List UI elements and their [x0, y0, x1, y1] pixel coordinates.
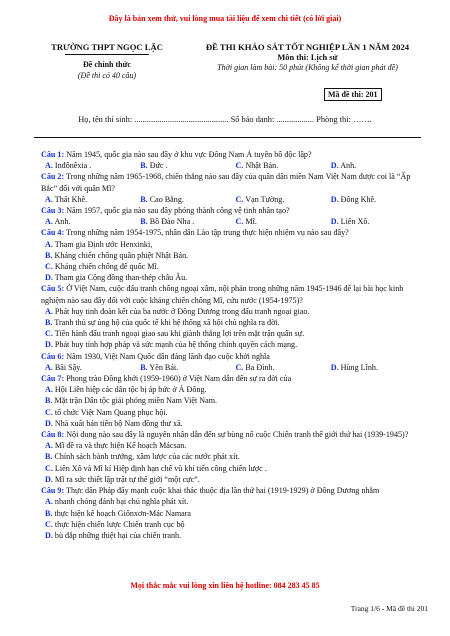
option-letter: A.: [45, 306, 53, 316]
option-letter: D.: [45, 418, 53, 428]
option-text: Bãi Sậy.: [54, 362, 82, 372]
option-letter: B.: [45, 508, 53, 518]
exam-code-box: Mã đề thi: 201: [324, 88, 382, 101]
option-letter: B.: [140, 362, 148, 372]
question-number: Câu 6:: [41, 351, 65, 361]
answer-option: [331, 194, 426, 205]
option-text: Anh.: [340, 161, 357, 171]
option-text: Nhật Bản.: [245, 161, 279, 171]
question-text: Năm 1930, Việt Nam Quốc dân đảng lãnh đạo cuộc khởi nghĩa: [66, 351, 270, 361]
option-text: Ba Đình.: [245, 362, 275, 372]
answer-option: [41, 418, 426, 429]
option-text: Hội Liên hiệp các dân tộc bị áp bức ở Á Đông.: [54, 385, 207, 395]
option-group: [41, 496, 426, 541]
question: [41, 485, 426, 541]
question-stem: [41, 205, 426, 216]
answer-option: [41, 239, 426, 250]
option-text: Inđônêxia .: [54, 161, 92, 171]
option-letter: B.: [45, 250, 53, 260]
option-group: [41, 384, 426, 429]
answer-option: [140, 194, 235, 205]
option-text: tổ chức Việt Nam Quang phục hội.: [54, 407, 168, 417]
question-number: Câu 8:: [41, 430, 65, 440]
option-text: nhanh chóng đánh bại chủ nghĩa phát xít.: [54, 497, 189, 507]
answer-option: [140, 160, 235, 171]
answer-option: [41, 272, 426, 283]
option-text: Kháng chiến chống đế quốc Mĩ.: [54, 262, 159, 272]
option-text: Tham gia Cộng đồng than-thép châu Âu.: [54, 273, 188, 283]
answer-option: [41, 395, 426, 406]
option-group: [41, 440, 426, 485]
question: [41, 351, 426, 373]
option-text: Phát huy tinh đoàn kết của ba nước ở Đông Dương trong đấu tranh ngoại giao.: [54, 306, 310, 316]
question-stem: [41, 171, 426, 193]
answer-option: [140, 362, 235, 373]
preview-banner: Đây là bản xem thử, vui lòng mua tài liệu để xem chi tiết (có lời giải): [108, 14, 342, 23]
option-text: Mĩ.: [245, 217, 257, 227]
option-text: Phát huy tính hợp pháp và sức mạnh của hệ thống chính quyền cách mạng.: [54, 340, 298, 350]
option-text: Cao Bằng.: [149, 194, 184, 204]
school-header: [32, 42, 182, 80]
option-text: Liên Xô và Mĩ kí Hiệp định hạn chế vũ khí tiến công chiến lược .: [54, 463, 267, 473]
option-letter: C.: [235, 194, 244, 204]
option-text: thực hiện chiến lược Chiến tranh cục bộ: [54, 519, 185, 529]
question-stem: [41, 149, 426, 160]
question-text: Năm 1945, quốc gia nào sau đây ở khu vực Đông Nam Á tuyên bố độc lập?: [66, 150, 312, 159]
question-text: Trong những năm 1965-1968, chiến thắng nào sau đây của quân dân miền Nam Việt Nam được coi là “Ấp Bắc” đối với quân Mĩ?: [41, 172, 411, 193]
option-letter: B.: [45, 452, 53, 462]
question: [41, 429, 426, 485]
option-group: [41, 160, 426, 171]
answer-option: [331, 216, 426, 227]
option-text: Tiến hành đấu tranh ngoại giao sau khi giành thắng lợi trên mặt trận quân sự.: [54, 329, 305, 339]
answer-option: [41, 216, 140, 227]
question-list: [41, 149, 426, 541]
question: [41, 171, 426, 205]
option-letter: D.: [45, 474, 53, 484]
option-letter: C.: [45, 463, 53, 473]
option-text: Vạn Tường.: [245, 194, 285, 204]
answer-option: [331, 362, 426, 373]
divider: [34, 137, 421, 138]
option-letter: A.: [45, 217, 53, 227]
answer-option: [41, 496, 426, 507]
option-letter: C.: [45, 329, 53, 339]
option-text: Đông Khê.: [340, 194, 377, 204]
question-stem: [41, 485, 426, 496]
question-text: Trong những năm 1954-1975, nhân dân Lào tập trung thực hiện nhiệm vụ nào sau đây?: [66, 228, 349, 238]
question: [41, 283, 426, 350]
question-number: Câu 2:: [41, 172, 65, 182]
school-name: TRƯỜNG THPT NGỌC LẶC: [51, 42, 163, 52]
answer-option: [41, 317, 426, 328]
exam-title: ĐỀ THI KHẢO SÁT TỐT NGHIỆP LẦN 1 NĂM 2024: [205, 42, 410, 52]
answer-option: [41, 530, 426, 541]
option-letter: D.: [330, 217, 339, 227]
answer-option: [41, 384, 426, 395]
answer-option: [236, 362, 331, 373]
divider: [65, 54, 149, 55]
answer-option: [140, 216, 235, 227]
option-text: Mĩ đề ra và thực hiện Kế hoạch Mácsan.: [54, 441, 187, 451]
question-text: Nội dung nào sau đây là nguyên nhân dẫn đến sự bùng nổ cuộc Chiến tranh thế giới thứ hai (1939-1945)?: [66, 430, 409, 440]
answer-option: [236, 194, 331, 205]
option-text: Mặt trận Dân tộc giải phóng miền Nam Việt Nam.: [54, 396, 218, 406]
question: [41, 227, 426, 283]
option-text: Tranh thủ sự ủng hộ của quốc tế khi hệ thống xã hội chủ nghĩa ra đời.: [54, 318, 280, 328]
option-text: Đức .: [149, 161, 168, 171]
option-text: Mĩ ra sức thiết lập trật tự thế giới “một cực”.: [54, 474, 200, 484]
page-number: Trang 1/6 - Mã đề thi 201: [350, 604, 428, 613]
option-text: Kháng chiến chống quân phiệt Nhật Bản.: [54, 250, 189, 260]
option-letter: A.: [45, 362, 53, 372]
question-number: Câu 3:: [41, 206, 65, 216]
exam-time: Thời gian làm bài: 50 phút (Không kể thời gian phát đề): [217, 63, 398, 72]
answer-option: [236, 216, 331, 227]
question-stem: [41, 283, 426, 305]
option-letter: D.: [45, 340, 53, 350]
option-text: Liên Xô.: [340, 217, 370, 227]
option-letter: D.: [330, 194, 339, 204]
option-text: Nhà xuất bản tiến bộ Nam đồng thư xã.: [54, 418, 183, 428]
question-number: Câu 7:: [41, 374, 65, 384]
answer-option: [41, 440, 426, 451]
option-letter: C.: [45, 262, 53, 272]
option-text: bù đắp những thiệt hại của chiến tranh.: [54, 530, 182, 540]
question-number: Câu 4:: [41, 228, 65, 238]
option-letter: A.: [45, 497, 53, 507]
option-letter: A.: [45, 385, 53, 395]
option-text: Yên Bái.: [149, 362, 179, 372]
option-letter: B.: [140, 161, 148, 171]
option-letter: B.: [45, 396, 53, 406]
question-number: Câu 1:: [41, 150, 65, 159]
question: [41, 149, 426, 171]
option-text: Thất Khê.: [54, 194, 88, 204]
question-count: (Đề thi có 40 câu): [77, 71, 137, 80]
option-letter: C.: [45, 407, 53, 417]
option-letter: D.: [330, 362, 339, 372]
option-group: [41, 239, 426, 284]
option-text: Tham gia Định ước Henxinki,: [54, 239, 153, 249]
option-letter: B.: [45, 318, 53, 328]
option-group: [41, 194, 426, 205]
candidate-info-line: Họ, tên thí sinh: ............................................. Số báo danh: .................. Phòng thi: …….: [78, 115, 372, 124]
option-letter: B.: [140, 217, 148, 227]
question-stem: [41, 351, 426, 362]
answer-option: [41, 407, 426, 418]
option-letter: B.: [140, 194, 148, 204]
answer-option: [41, 451, 426, 462]
option-text: Hùng Lĩnh.: [340, 362, 378, 372]
option-group: [41, 362, 426, 373]
answer-option: [41, 339, 426, 350]
answer-option: [41, 306, 426, 317]
option-text: thực hiện kế hoạch Giônxơn-Mác Namara: [54, 508, 192, 518]
option-letter: A.: [45, 239, 53, 249]
option-group: [41, 306, 426, 351]
question-text: Ở Việt Nam, cuộc đấu tranh chống ngoại xâm, nội phản trong những năm 1945-1946 để lại bài học kinh nghiệm nào sau đây đối với cuộc kháng chiến chống Mĩ, cứu nước (1954-1975)?: [41, 284, 404, 305]
option-letter: C.: [235, 217, 244, 227]
option-text: Bồ Đào Nha .: [149, 217, 195, 227]
question: [41, 205, 426, 227]
exam-subject: Môn thi: Lịch sử: [277, 53, 338, 62]
answer-option: [41, 261, 426, 272]
answer-option: [41, 250, 426, 261]
question-number: Câu 5:: [41, 284, 65, 294]
exam-header: [185, 42, 430, 72]
option-letter: A.: [45, 194, 53, 204]
answer-option: [41, 362, 140, 373]
hotline-footer: Mọi thắc mắc vui lòng xin liên hệ hotline: 084 283 45 85: [130, 581, 320, 590]
option-text: Chính sách bành trướng, xâm lược của các nước phát xít.: [54, 452, 240, 462]
option-letter: C.: [235, 161, 244, 171]
answer-option: [41, 508, 426, 519]
question-text: Thực dân Pháp đẩy mạnh cuộc khai thác thuộc địa lần thứ hai (1919-1929) ở Đông Dương nhằm: [66, 486, 380, 496]
option-letter: C.: [235, 362, 244, 372]
option-letter: D.: [45, 530, 53, 540]
question-text: Phong trào Đồng khởi (1959-1960) ở Việt Nam dẫn đến sự ra đời của: [66, 374, 292, 384]
option-group: [41, 216, 426, 227]
official-label: Đề chính thức: [83, 60, 131, 69]
question-text: Năm 1957, quốc gia nào sau đây phóng thành công vệ tinh nhân tạo?: [66, 206, 290, 216]
question-stem: [41, 429, 426, 440]
answer-option: [41, 519, 426, 530]
option-text: Anh.: [54, 217, 71, 227]
question-stem: [41, 227, 426, 238]
answer-option: [41, 328, 426, 339]
answer-option: [41, 194, 140, 205]
question: [41, 373, 426, 429]
answer-option: [41, 463, 426, 474]
answer-option: [41, 160, 140, 171]
answer-option: [236, 160, 331, 171]
question-stem: [41, 373, 426, 384]
answer-option: [331, 160, 426, 171]
answer-option: [41, 474, 426, 485]
option-letter: A.: [45, 161, 53, 171]
option-letter: D.: [45, 273, 53, 283]
option-letter: D.: [330, 161, 339, 171]
option-letter: C.: [45, 519, 53, 529]
question-number: Câu 9:: [41, 486, 65, 496]
option-letter: A.: [45, 441, 53, 451]
